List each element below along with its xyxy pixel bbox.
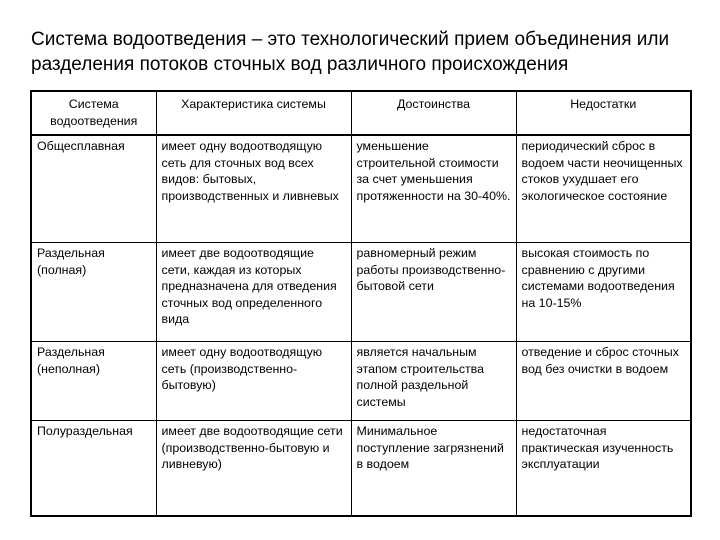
header-system: Система водоотведения: [31, 91, 156, 135]
table-row: [31, 421, 691, 517]
table-row: [31, 342, 691, 421]
disadvantages-cell: отведение и сброс сточных вод без очистки в водоем: [516, 342, 691, 421]
characteristic-cell: имеет две водоотводящие сети, каждая из которых предназначена для отведения сточных вод определенного вида: [156, 243, 351, 342]
header-advantages: Достоинства: [351, 91, 516, 135]
page-title: Система водоотведения – это технологический прием объединения или разделения потоков сточных вод различного происхождения: [31, 29, 670, 75]
characteristic-cell: имеет одну водоотводящую сеть для сточных вод всех видов: бытовых, производственных и ливневых: [156, 135, 351, 243]
characteristic-cell: имеет одну водоотводящую сеть (производственно-бытовую): [156, 342, 351, 421]
header-row: [31, 91, 691, 135]
system-cell: Раздельная (неполная): [31, 342, 156, 421]
table-body: [31, 135, 691, 516]
disadvantages-cell: высокая стоимость по сравнению с другими системами водоотведения на 10-15%: [516, 243, 691, 342]
system-cell: Общесплавная: [31, 135, 156, 243]
advantages-cell: равномерный режим работы производственно-бытовой сети: [351, 243, 516, 342]
header-characteristic: Характеристика системы: [156, 91, 351, 135]
advantages-cell: Минимальное поступление загрязнений в водоем: [351, 421, 516, 517]
table-row: [31, 243, 691, 342]
header-disadvantages: Недостатки: [516, 91, 691, 135]
characteristic-cell: имеет две водоотводящие сети (производственно-бытовую и ливневую): [156, 421, 351, 517]
system-cell: Полураздельная: [31, 421, 156, 517]
advantages-cell: является начальным этапом строительства полной раздельной системы: [351, 342, 516, 421]
drainage-systems-table: [30, 90, 692, 517]
disadvantages-cell: периодический сброс в водоем части неочищенных стоков ухудшает его экологическое состояние: [516, 135, 691, 243]
table-row: [31, 135, 691, 243]
disadvantages-cell: недостаточная практическая изученность эксплуатации: [516, 421, 691, 517]
table-header: [31, 91, 691, 135]
advantages-cell: уменьшение строительной стоимости за счет уменьшения протяженности на 30-40%.: [351, 135, 516, 243]
system-cell: Раздельная (полная): [31, 243, 156, 342]
